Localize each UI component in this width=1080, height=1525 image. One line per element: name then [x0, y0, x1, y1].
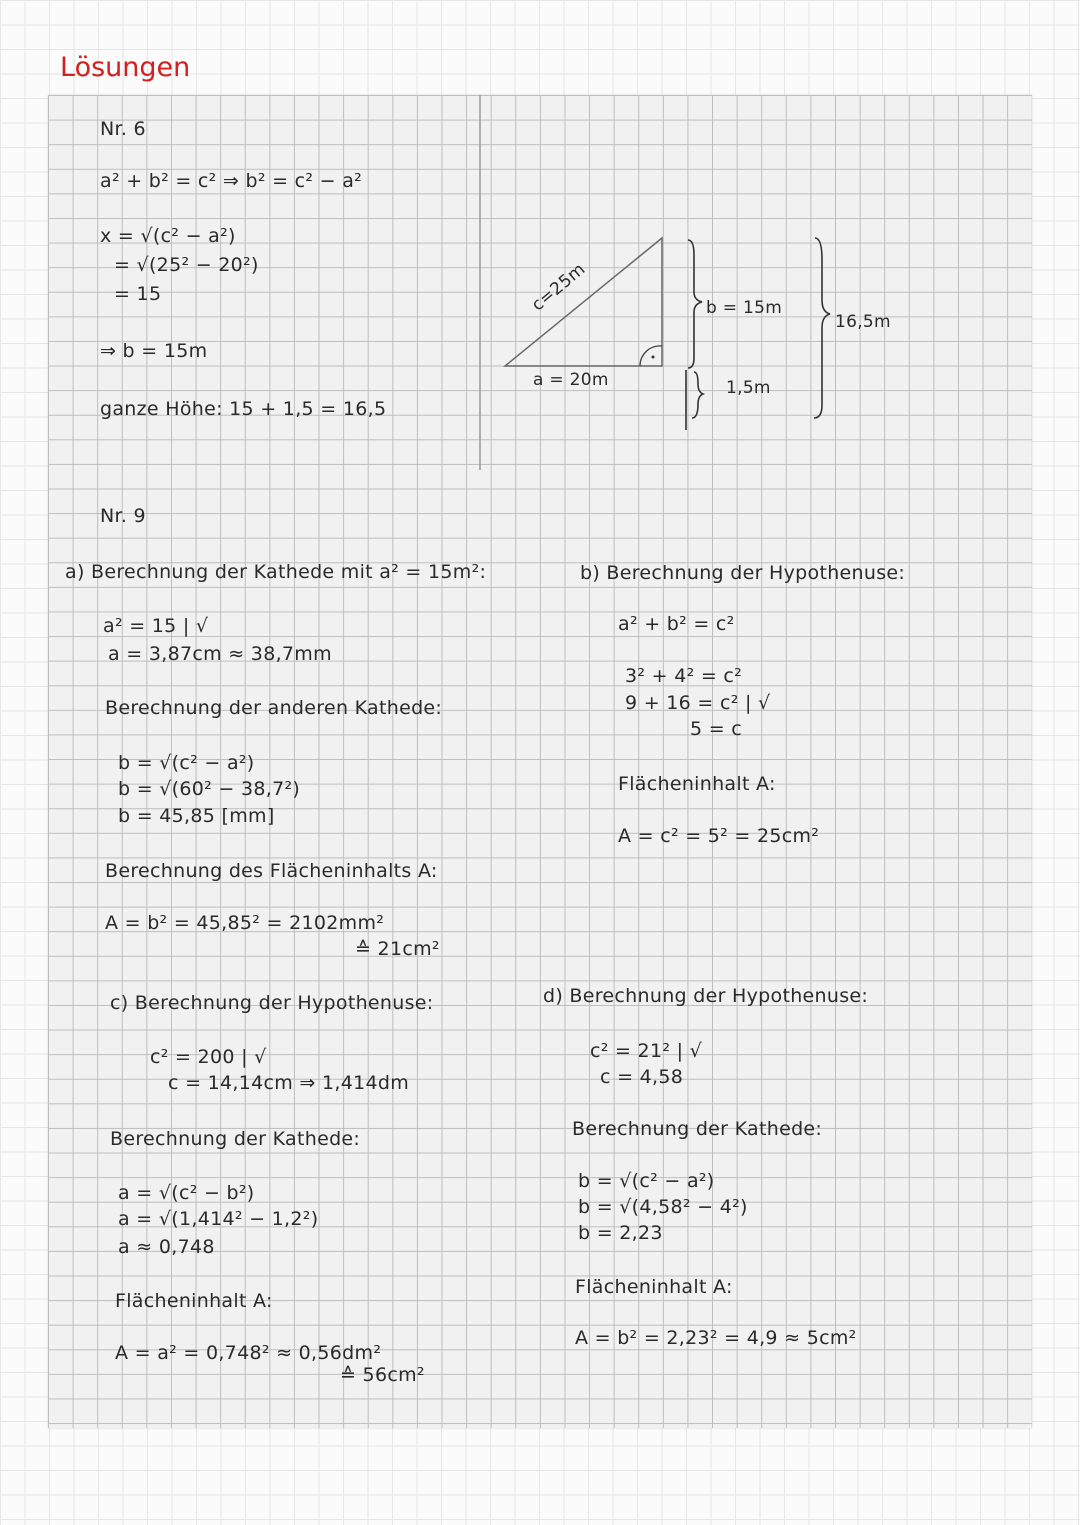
nr6-line: a² + b² = c² ⇒ b² = c² − a² [100, 170, 363, 192]
part-c-line: ≙ 56cm² [340, 1364, 425, 1386]
part-b-heading: b) Berechnung der Hypothenuse: [580, 562, 906, 584]
part-b-line: A = c² = 5² = 25cm² [618, 825, 820, 847]
part-d-line: Flächeninhalt A: [575, 1276, 733, 1298]
b-label: b = 15m [706, 298, 783, 318]
part-c-line: c² = 200 | √ [150, 1046, 267, 1068]
part-d-line: Berechnung der Kathede: [572, 1118, 823, 1140]
part-b-line: 5 = c [690, 718, 743, 740]
nr6-line: = √(25² − 20²) [114, 254, 259, 276]
nr6-line: ganze Höhe: 15 + 1,5 = 16,5 [100, 398, 387, 420]
page-title: Lösungen [60, 52, 191, 83]
nr6-line: ⇒ b = 15m [100, 340, 208, 362]
brace-b [688, 240, 702, 368]
part-d-line: b = √(c² − a²) [578, 1170, 715, 1192]
part-a-line: A = b² = 45,85² = 2102mm² [105, 912, 385, 934]
base-label: a = 20m [533, 370, 609, 390]
right-triangle [505, 238, 662, 366]
part-a-line: b = √(60² − 38,7²) [118, 778, 301, 800]
total-height-label: 16,5m [835, 312, 891, 332]
part-b-line: a² + b² = c² [618, 613, 735, 635]
nr9-heading: Nr. 9 [100, 505, 146, 527]
hypotenuse-label: c=25m [528, 259, 590, 316]
part-d-line: c = 4,58 [600, 1066, 684, 1088]
part-c-line: a ≈ 0,748 [118, 1236, 215, 1258]
part-a-line: Berechnung des Flächeninhalts A: [105, 860, 438, 882]
part-c-line: Flächeninhalt A: [115, 1290, 273, 1312]
part-d-line: A = b² = 2,23² = 4,9 ≈ 5cm² [575, 1327, 857, 1349]
part-c-line: A = a² = 0,748² ≈ 0,56dm² [115, 1342, 382, 1364]
part-a-line: Berechnung der anderen Kathede: [105, 697, 443, 719]
part-d-line: b = 2,23 [578, 1222, 663, 1244]
part-c-line: c = 14,14cm ⇒ 1,414dm [168, 1072, 410, 1094]
part-a-line: a² = 15 | √ [103, 615, 209, 637]
part-c-line: a = √(c² − b²) [118, 1182, 255, 1204]
part-c-heading: c) Berechnung der Hypothenuse: [110, 992, 434, 1014]
part-b-line: 3² + 4² = c² [625, 665, 743, 687]
nr6-heading: Nr. 6 [100, 118, 146, 140]
part-a-line: a = 3,87cm ≈ 38,7mm [108, 643, 332, 665]
brace-extra [686, 370, 703, 430]
part-c-line: Berechnung der Kathede: [110, 1128, 361, 1150]
brace-total [814, 238, 830, 418]
part-d-line: b = √(4,58² − 4²) [578, 1196, 748, 1218]
part-d-heading: d) Berechnung der Hypothenuse: [543, 985, 869, 1007]
part-b-line: 9 + 16 = c² | √ [625, 692, 771, 714]
part-d-line: c² = 21² | √ [590, 1040, 703, 1062]
part-c-line: a = √(1,414² − 1,2²) [118, 1208, 319, 1230]
extra-height-label: 1,5m [726, 378, 771, 398]
part-b-line: Flächeninhalt A: [618, 773, 776, 795]
part-a-line: b = √(c² − a²) [118, 752, 255, 774]
part-a-line: b = 45,85 [mm] [118, 805, 275, 827]
nr6-line: x = √(c² − a²) [100, 225, 236, 247]
part-a-heading: a) Berechnung der Kathede mit a² = 15m²: [65, 561, 487, 583]
part-a-line: ≙ 21cm² [355, 938, 440, 960]
nr6-line: = 15 [114, 283, 162, 305]
